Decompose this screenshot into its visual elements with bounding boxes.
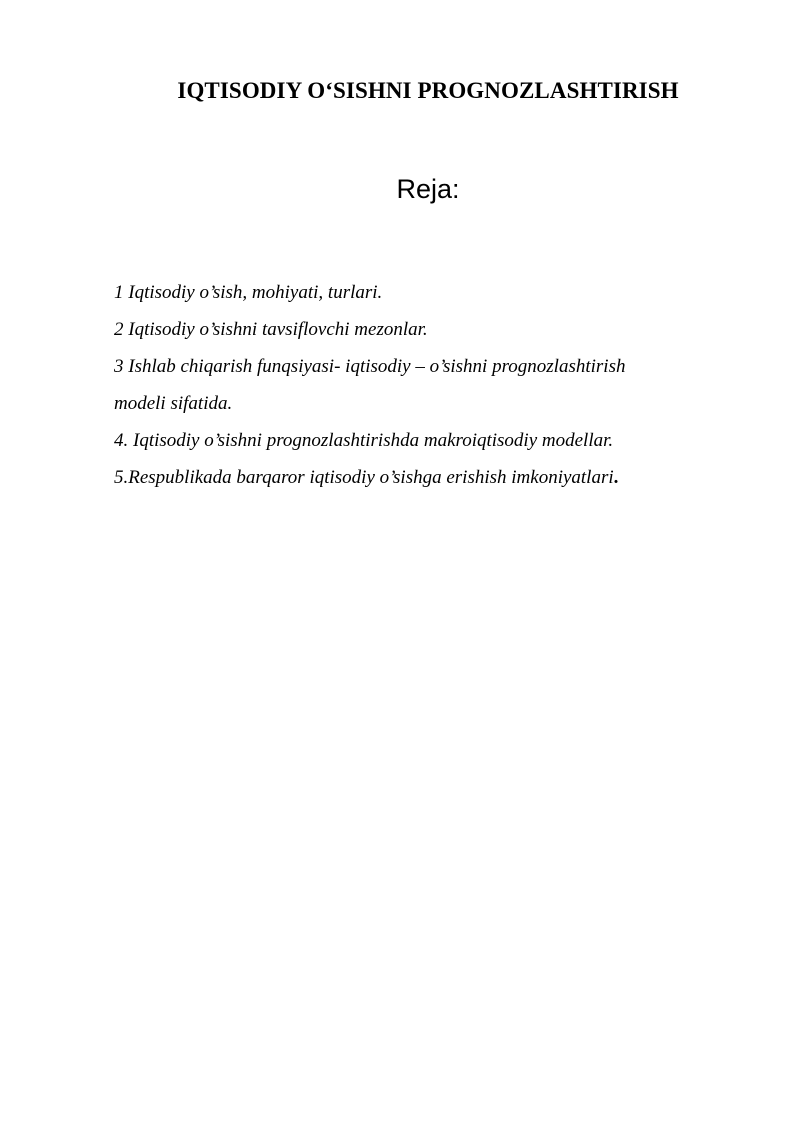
plan-item: 4. Iqtisodiy o’sishni prognozlashtirishda makroiqtisodiy modellar. [114, 430, 614, 451]
plan-item [114, 459, 724, 496]
plan-item-end-period: . [613, 467, 619, 488]
plan-item: 2 Iqtisodiy o’sishni tavsiflovchi mezonlar. [114, 319, 428, 340]
plan-item: 3 Ishlab chiqarish funqsiyasi- iqtisodiy – o’sishni prognozlashtirish [114, 356, 626, 377]
document-title: IQTISODIY O‘SISHNI PROGNOZLASHTIRISH [177, 78, 679, 103]
plan-item: 1 Iqtisodiy o’sish, mohiyati, turlari. [114, 282, 383, 303]
plan-item-continuation: modeli sifatida. [114, 393, 233, 414]
plan-item-text: 5.Respublikada barqaror iqtisodiy o’sishga erishish imkoniyatlari [114, 467, 614, 488]
plan-list [114, 274, 724, 496]
plan-heading: Reja: [396, 174, 460, 204]
